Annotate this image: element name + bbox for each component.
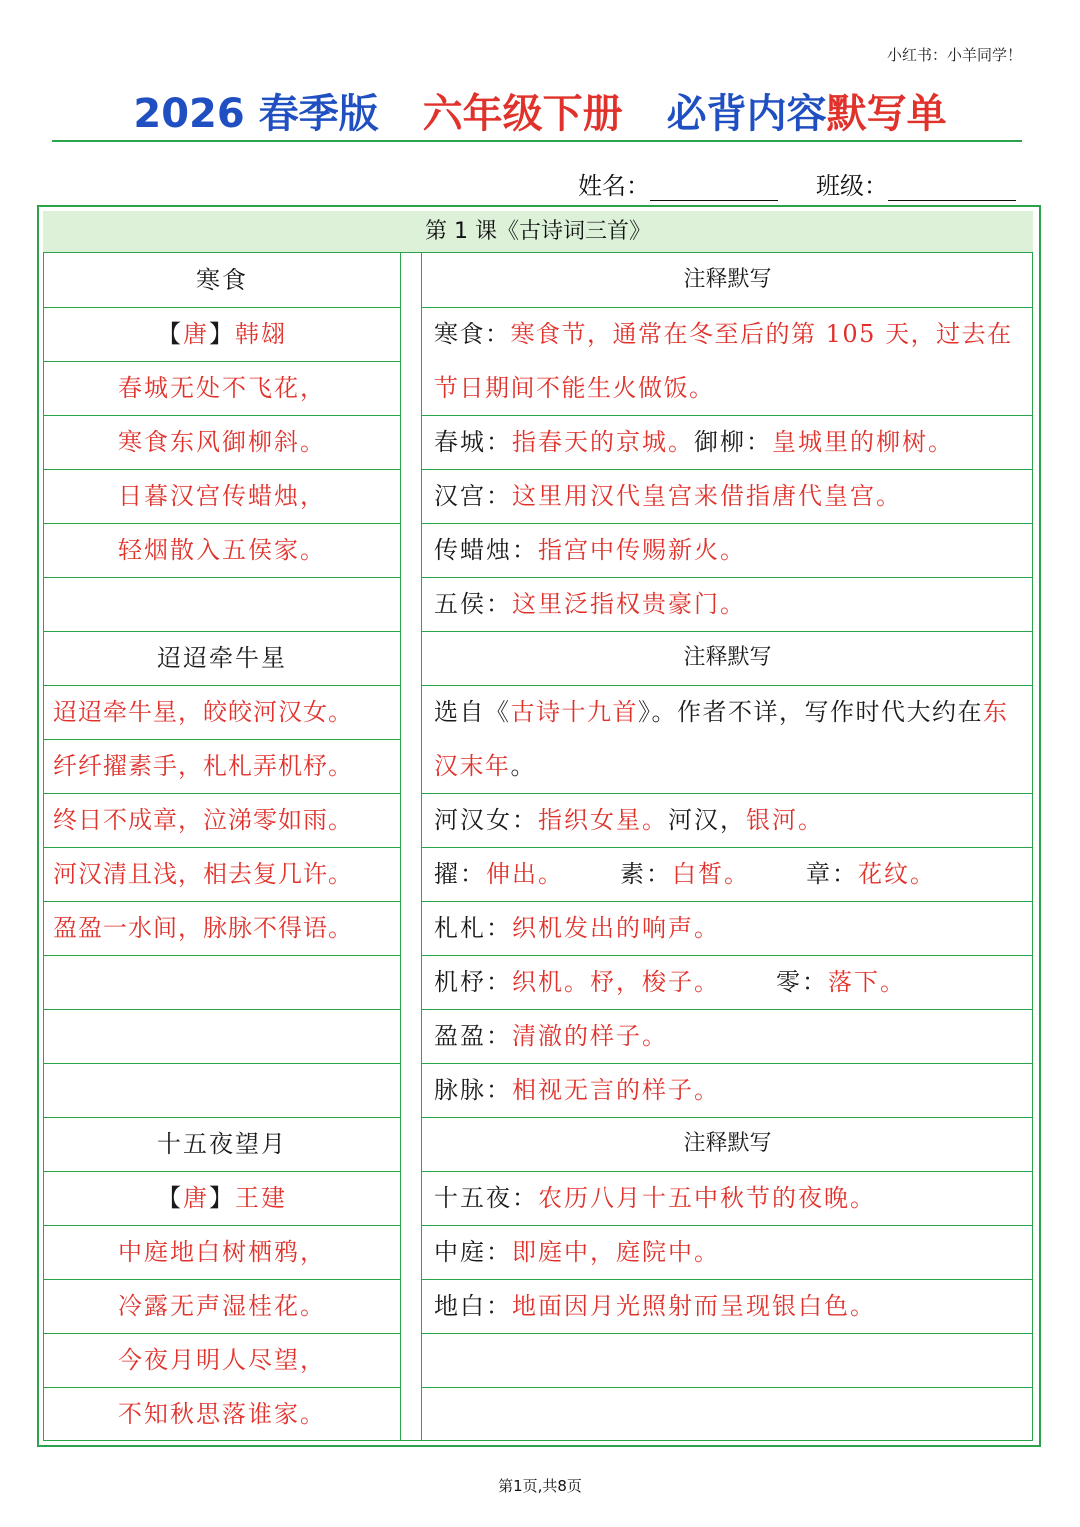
poem-title: 十五夜望月	[157, 1130, 287, 1158]
poem-line: 纤纤擢素手，札札弄机杼。	[53, 752, 353, 780]
poem-title: 寒食	[196, 266, 248, 294]
name-label: 姓名：	[578, 172, 650, 200]
poem-line: 寒食东风御柳斜。	[118, 428, 326, 456]
note-row	[422, 955, 1033, 1009]
poem-line: 轻烟散入五侯家。	[118, 536, 326, 564]
note-definition: 白皙。	[672, 860, 750, 888]
poem-author: 【唐】王建	[157, 1184, 287, 1212]
title-edition: 2026 春季版	[133, 91, 379, 137]
note-definition: 清澈的样子。	[512, 1022, 668, 1050]
note-term: 素：	[620, 860, 672, 888]
note-definition: 皇城里的柳树。	[772, 428, 954, 456]
note-definition: 寒食节，通常在冬至后的第 105 天，过去在节日期间不能生火做饭。	[434, 320, 1013, 402]
class-blank[interactable]	[888, 174, 1016, 201]
note-term: 。	[510, 752, 536, 780]
note-definition: 指宫中传赐新火。	[538, 536, 746, 564]
note-term: 中庭：	[434, 1238, 512, 1266]
grid-line	[43, 1009, 400, 1010]
note-term: 五侯：	[434, 590, 512, 618]
note-row	[422, 577, 1033, 631]
poem-line: 冷露无声湿桂花。	[118, 1292, 326, 1320]
note-row	[422, 1063, 1033, 1117]
note-definition: 即庭中，庭院中。	[512, 1238, 720, 1266]
note-definition: 东汉末年	[434, 698, 1009, 780]
note-row	[422, 901, 1033, 955]
poem-line: 日暮汉宫传蜡烛，	[118, 482, 326, 510]
note-row	[422, 793, 1033, 847]
note-term: 》。作者不详，写作时代大约在	[638, 698, 983, 726]
grid-line	[43, 1063, 400, 1064]
note-definition: 织机。杼，梭子。	[512, 968, 720, 996]
note-term: 地白：	[434, 1292, 512, 1320]
poem-author: 【唐】韩翃	[157, 320, 287, 348]
note-definition: 古诗十九首	[510, 698, 638, 726]
note-definition: 花纹。	[858, 860, 936, 888]
note-term: 脉脉：	[434, 1076, 512, 1104]
poem-title: 迢迢牵牛星	[157, 644, 287, 672]
note-row	[422, 1225, 1033, 1279]
note-definition: 银河。	[746, 806, 824, 834]
note-term: 机杼：	[434, 968, 512, 996]
author-dynasty: 唐	[183, 320, 209, 348]
page-footer: 第1页,共8页	[498, 1477, 582, 1495]
title-grade: 六年级下册	[422, 91, 623, 137]
poem-line: 春城无处不飞花，	[118, 374, 326, 402]
page-title	[0, 86, 1080, 142]
note-row	[422, 1171, 1033, 1225]
note-row	[422, 307, 1033, 415]
note-definition: 地面因月光照射而呈现银白色。	[512, 1292, 876, 1320]
author-name: 韩翃	[235, 320, 287, 348]
note-term: 寒食：	[434, 320, 511, 348]
note-row	[422, 415, 1033, 469]
note-definition: 农历八月十五中秋节的夜晚。	[538, 1184, 876, 1212]
note-row	[422, 685, 1033, 793]
note-definition: 这里用汉代皇宫来借指唐代皇宫。	[512, 482, 902, 510]
note-definition: 伸出。	[486, 860, 564, 888]
note-term: 传蜡烛：	[434, 536, 538, 564]
grid-line	[421, 1387, 1033, 1388]
note-term: 擢：	[434, 860, 486, 888]
poem-line: 盈盈一水间，脉脉不得语。	[53, 914, 353, 942]
student-info	[578, 166, 1028, 201]
note-row	[422, 523, 1033, 577]
note-term: 河汉女：	[434, 806, 538, 834]
grid-line	[43, 577, 400, 578]
note-term: 盈盈：	[434, 1022, 512, 1050]
note-term: 春城：	[434, 428, 512, 456]
notes-header: 注释默写	[683, 1131, 772, 1156]
notes-header: 注释默写	[683, 645, 772, 670]
author-dynasty: 唐	[183, 1184, 209, 1212]
title-divider	[52, 140, 1022, 142]
note-definition: 相视无言的样子。	[512, 1076, 720, 1104]
note-term: 御柳：	[694, 428, 772, 456]
poem-line: 迢迢牵牛星，皎皎河汉女。	[53, 698, 353, 726]
note-definition: 指织女星。	[538, 806, 668, 834]
note-term: 章：	[806, 860, 858, 888]
note-term: 汉宫：	[434, 482, 512, 510]
note-term: 十五夜：	[434, 1184, 538, 1212]
title-dictation: 默写单	[826, 91, 947, 137]
note-row	[422, 847, 1033, 901]
poem-line: 不知秋思落谁家。	[118, 1400, 326, 1428]
poem-line: 终日不成章，泣涕零如雨。	[53, 806, 353, 834]
note-term: 选自《	[434, 698, 511, 726]
poem-line: 今夜月明人尽望，	[118, 1346, 326, 1374]
note-definition: 落下。	[828, 968, 906, 996]
watermark: 小红书：小羊同学！	[886, 46, 1022, 64]
note-row	[422, 469, 1033, 523]
note-term: 河汉，	[668, 806, 746, 834]
poem-line: 河汉清且浅，相去复几许。	[53, 860, 353, 888]
note-row	[422, 1009, 1033, 1063]
lesson-header: 第 1 课《古诗词三首》	[43, 211, 1033, 253]
title-content: 必背内容	[666, 91, 827, 137]
notes-header: 注释默写	[683, 267, 772, 292]
note-row	[422, 1279, 1033, 1333]
note-term: 札札：	[434, 914, 512, 942]
note-definition: 这里泛指权贵豪门。	[512, 590, 746, 618]
grid-line	[43, 955, 400, 956]
class-label: 班级：	[816, 172, 888, 200]
note-term: 零：	[776, 968, 828, 996]
grid-line	[421, 1333, 1033, 1334]
author-name: 王建	[235, 1184, 287, 1212]
note-definition: 指春天的京城。	[512, 428, 694, 456]
poem-line: 中庭地白树栖鸦，	[118, 1238, 326, 1266]
note-definition: 织机发出的响声。	[512, 914, 720, 942]
name-blank[interactable]	[650, 174, 778, 201]
